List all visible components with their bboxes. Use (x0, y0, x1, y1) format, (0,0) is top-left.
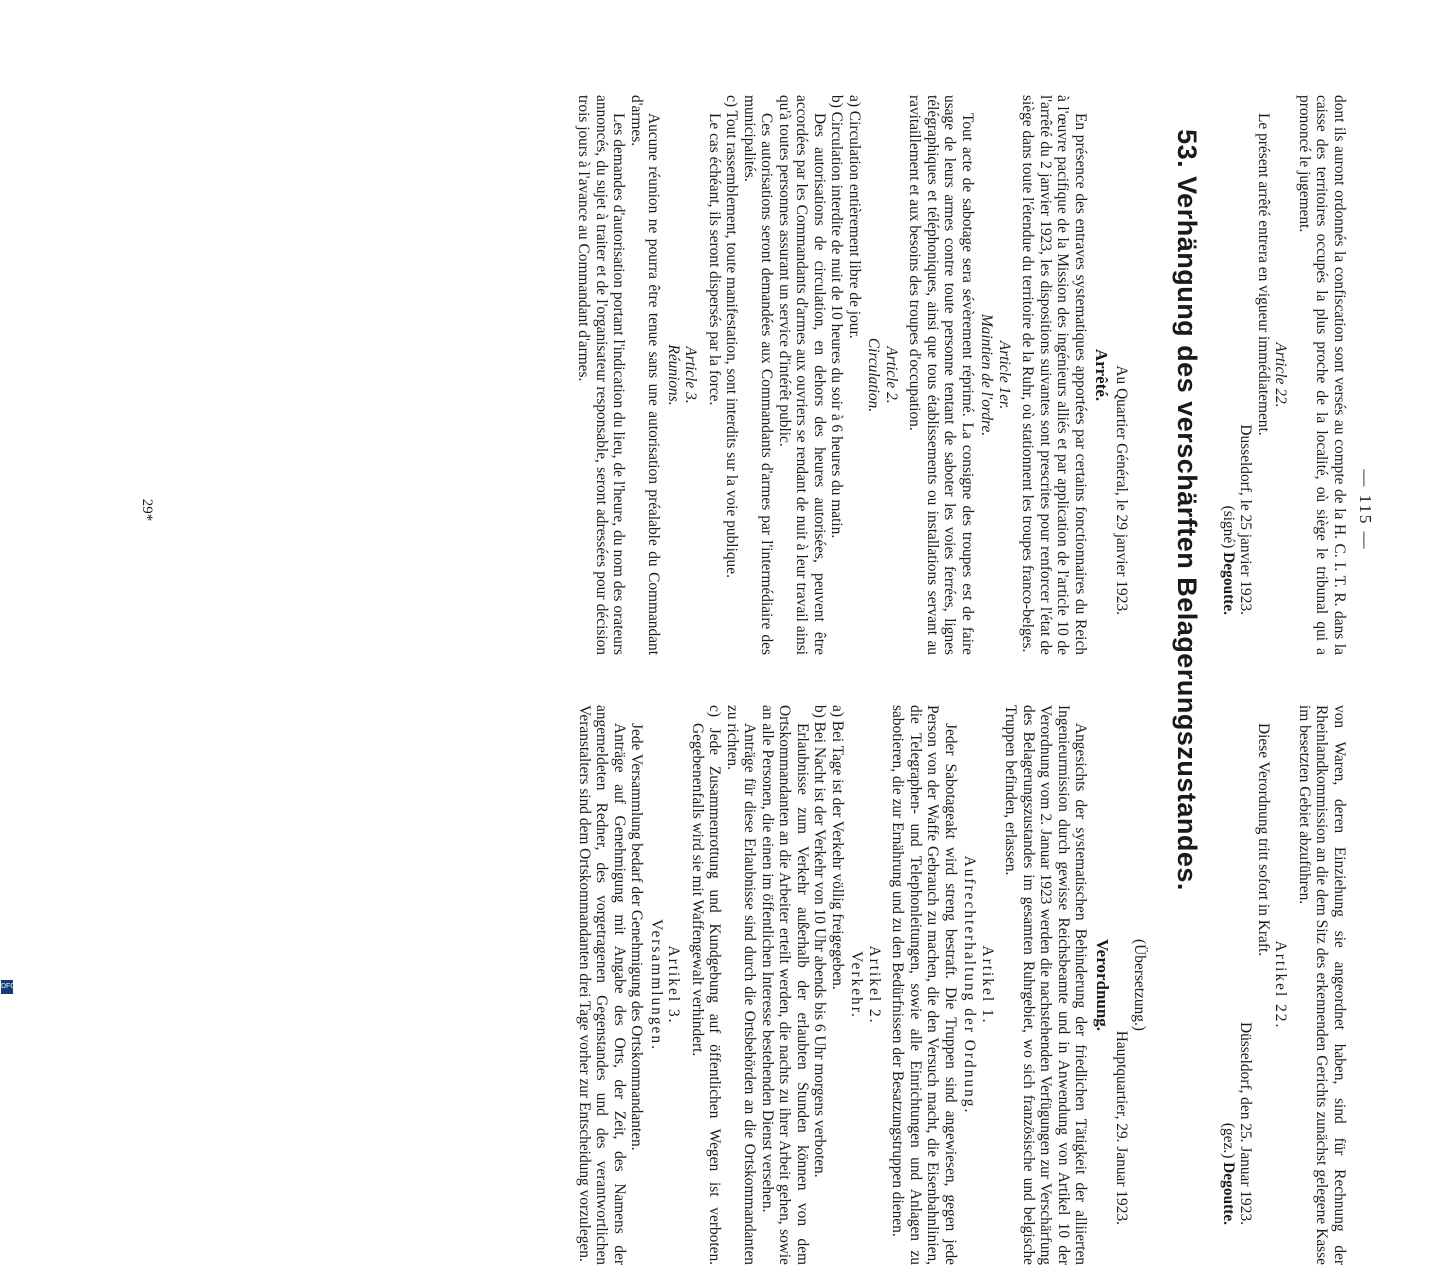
french-arrete-heading: Arrêté. (1092, 348, 1112, 402)
french-article-22-title: Article 22. (1272, 342, 1290, 408)
german-article-22-text: Diese Verordnung tritt sofort in Kraft. (1255, 723, 1272, 957)
german-article-2-c: c) Jede Zusammenrottung und Kundgebung auf öffentlichen Wegen ist verboten. Gegebenenfalls wird sie mit Waffengewalt verhindert. (689, 705, 724, 1265)
german-decree (576, 705, 1149, 1265)
french-date-1: Dusseldorf, le 25 janvier 1923. (1237, 424, 1255, 615)
german-verordnung-heading: Verordnung. (1093, 938, 1112, 1032)
german-top-paragraph: von Waren, deren Einziehung sie angeordnet haben, sind für Rechnung der Rheinlandkommission an die dem Sitz des erkennenden Gerichts zunächst gelegene Kasse im besetzten Gebiet abzuführen. (1296, 705, 1348, 1265)
french-column (1220, 95, 1349, 655)
french-article-2-subtitle: Circulation. (865, 337, 883, 413)
german-article-2-b2: Erlaubnisse zum Verkehr außerhalb der erlaubten Stunden können von dem Ortskommandanten an die Arbeiter erteilt werden, die nachts zu ihrer Arbeit gehen, sowie an alle Personen, die einen im öffentlichen Interesse bestehenden Dienst versehen. (759, 705, 811, 1265)
german-column (1220, 705, 1349, 1265)
french-article-2-b: b) Circulation interdite de nuit de 10 heures du soir à 6 heures du matin. (828, 95, 846, 539)
german-article-2-a: a) Bei Tage ist der Verkehr völlig freigegeben. (829, 705, 846, 990)
french-place-date: Au Quartier Général, le 29 janvier 1923. (1113, 365, 1130, 615)
french-article-3-subtitle: Réunions. (665, 344, 682, 406)
german-article-3-title: Artikel 3. (665, 945, 683, 1025)
german-article-2-subtitle: Verkehr. (848, 951, 866, 1019)
french-article-1-text: Tout acte de sabotage sera sévèrement réprimé. La consigne des troupes est de faire usage de leurs armes contre toute personne tentant de saboter les voies ferrées, lignes télégraphiques et téléphoniques, ainsi que tous établissements ou installations servant au ravitaillement et aux besoins des troupes d'occupation. (906, 95, 976, 655)
french-article-2-b2: Des autorisations de circulation, en dehors des heures autorisées, peuvent être accordées par les Commandants d'armes aux ouvriers se rendant de nuit à leur travail ainsi qu'à toutes personnes assurant un service d'intérêt public. (776, 95, 828, 655)
german-article-1-subtitle: Aufrechterhaltung der Ordnung. (961, 855, 979, 1115)
funding-note (0, 596, 16, 996)
french-signature-1 (1220, 95, 1238, 655)
german-article-1-title: Artikel 1. (979, 945, 996, 1025)
scanned-page (120, 55, 1380, 1265)
german-translation-note: (Übersetzung.) (1131, 939, 1148, 1031)
german-article-3-subtitle: Versammlungen. (648, 919, 665, 1051)
german-article-2-b: b) Bei Nacht ist der Verkehr von 10 Uhr abends bis 6 Uhr morgens verboten. (811, 705, 829, 1178)
section-title: 53. Verhängung des verschärften Belagerungszustandes. (1172, 129, 1202, 891)
german-article-1-text: Jeder Sabotageakt wird streng bestraft. Die Truppen sind angewiesen, gegen jede Person von der Waffe Gebrauch zu machen, die den Versuch macht, die Eisenbahnlinien, die Telegraphen- und Telephonleitungen, sowie alle Einrichtungen und Anlagen zu sabotieren, die zur Ernährung und zu den Bedürfnissen der Besatzungstruppen dienen. (889, 705, 959, 1265)
french-article-3-text2: Les demandes d'autorisation portant l'indication du lieu, de l'heure, du nom des orateurs annoncés, du sujet à traiter et de l'organisateur responsable, seront adressées pour décision trois jours à l'avance au Commandant d'armes. (575, 95, 628, 655)
dfg-logo-icon: DFG (1, 980, 13, 994)
french-article-1-title: Article 1er. (996, 340, 1013, 410)
french-article-2-c: c) Tout rassemblement, toute manifestation, sont interdits sur la voie publique. (723, 95, 741, 578)
german-signature-1 (1220, 705, 1238, 1265)
french-article-2-title: Article 2. (883, 346, 900, 404)
footer-signature-number: 29* (139, 498, 156, 522)
french-article-2-c2: Le cas échéant, ils seront dispersés par la force. (706, 113, 723, 406)
page-number: — 115 — (1356, 469, 1375, 551)
german-article-3-text: Jede Versammlung bedarf der Genehmigung des Ortskommandanten. (628, 723, 646, 1151)
french-intro: En présence des entraves systematiques apportées par certains fonctionnaires du Reich à l'œuvre pacifique de la Mission des ingénieurs alliés et par application de l'article 10 de l'arrêté du 2 janvier 1923, les dispositions suivantes sont prescrites pour renforcer l'état de siège dans toute l'étendue du territoire de la Ruhr, où stationnent les troupes franco-belges. (1019, 95, 1089, 655)
signature-name: Degoutte. (1220, 552, 1237, 615)
french-article-2-a: a) Circulation entièrement libre de jour. (846, 95, 863, 339)
german-intro: Angesichts der systematischen Behinderung der friedlichen Tätigkeit der alliierten Ingenieurmission durch gewisse Reichsbeamte und in Anwendung von Artikel 10 der Verordnung vom 2. Januar 1923 werden die nachstehenden Verfügungen zur Verschärfung des Belagerungszustandes im gesamten Ruhrgebiet, wo sich französische und belgische Truppen befinden, erlassen. (1002, 705, 1090, 1265)
french-article-3-text: Aucune réunion ne pourra être tenue sans une autorisation préalable du Commandant d'armes. (628, 95, 663, 655)
french-article-3-title: Article 3. (682, 346, 700, 404)
french-decree (575, 95, 1130, 655)
funding-note-text (0, 588, 1, 978)
signature-prefix: (gez.) (1220, 1122, 1237, 1163)
french-article-22-text: Le présent arrêté entrera en vigueur immédiatement. (1255, 113, 1272, 436)
german-date-1: Düsseldorf, den 25. Januar 1923. (1237, 1021, 1255, 1225)
german-article-22-title: Artikel 22. (1272, 940, 1290, 1030)
signature-prefix: (signé) (1220, 505, 1237, 553)
french-article-2-b3: Ces autorisations seront demandées aux Commandants d'armes par l'intermédiaire des municipalités. (741, 95, 776, 655)
german-article-2-b3: Anträge für diese Erlaubnisse sind durch die Ortsbehörden an die Ortskommandanten zu richten. (724, 705, 759, 1265)
german-place-date: Hauptquartier, 29. Januar 1923. (1113, 1030, 1131, 1225)
french-article-1-subtitle: Maintien de l'ordre. (978, 313, 996, 437)
german-article-2-title: Artikel 2. (866, 945, 883, 1025)
signature-name: Degoutte. (1220, 1162, 1237, 1225)
german-article-3-text2: Anträge auf Genehmigung mit Angabe des Orts, der Zeit, des Namens der angemeldeten Redner, des vorgetragenen Gegenstandes und des verantwortlichen Veranstalters sind dem Ortskommandanten drei Tage vorher zur Entscheidung vorzulegen. (576, 705, 628, 1265)
french-top-paragraph: dont ils auront ordonnés la confiscation sont versés au compte de la H. C. I. T. R. dans la caisse des territoires occupés la plus proche de la localité, où siège le tribunal qui a prononcé le jugement. (1296, 95, 1348, 655)
